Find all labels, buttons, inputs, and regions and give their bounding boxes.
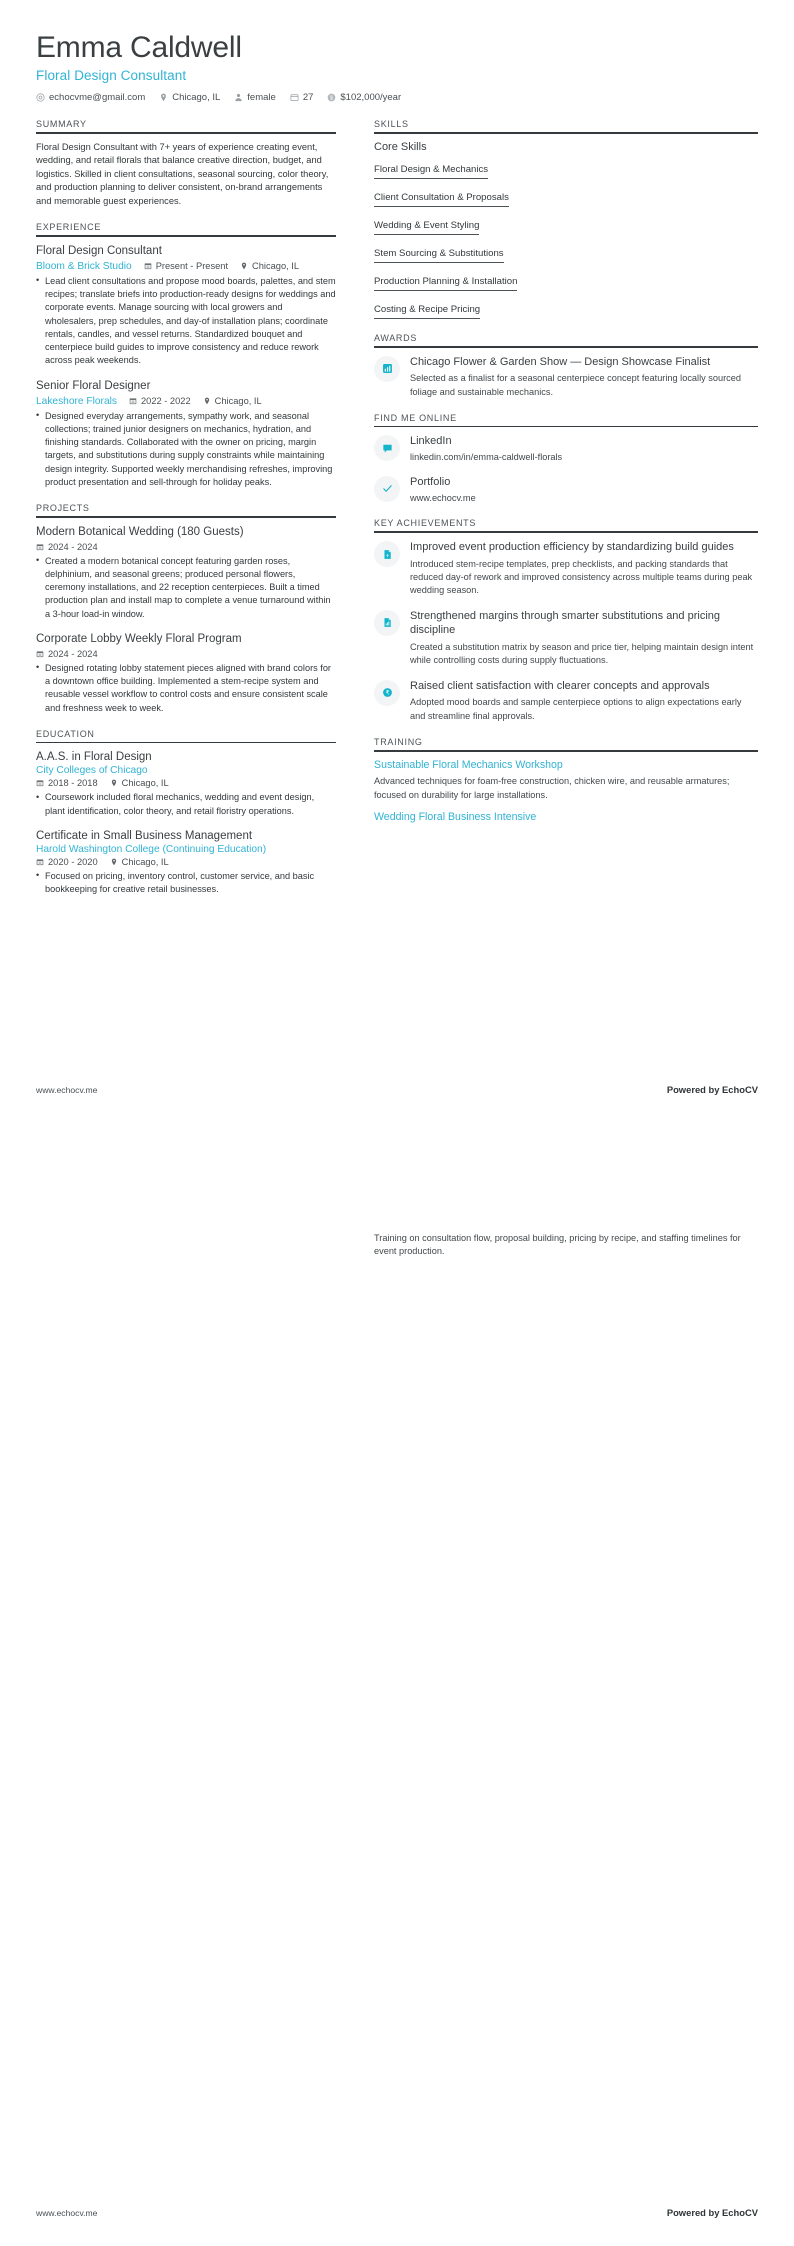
achievement-entry (374, 679, 758, 723)
rupee-circle-icon (374, 680, 400, 706)
calendar-icon (144, 262, 152, 270)
training-title: Wedding Floral Business Intensive (374, 811, 537, 824)
education-location (110, 778, 169, 788)
achievement-description: Introduced stem-recipe templates, prep checklists, and packing standards that reduced day-of rework and improved consistency across multiple teams during peak wedding season. (410, 558, 753, 596)
experience-bullets (36, 275, 336, 368)
project-dates (36, 542, 98, 552)
award-description: Selected as a finalist for a seasonal centerpiece concept featuring locally sourced foliage and sustainable mechanics. (410, 373, 741, 397)
bullet-item: • Designed rotating lobby statement pieces aligned with brand colors for a downtown office building. Implemented a stem-recipe system and reusable vessel workflow to control costs and ensure consistent scale and freshness week to week. (36, 662, 336, 715)
experience-company: Bloom & Brick Studio (36, 260, 132, 272)
experience-bullets (36, 410, 336, 490)
online-profile-body (410, 475, 758, 505)
section-divider (36, 235, 336, 237)
education-meta (36, 857, 336, 867)
summary-text: Floral Design Consultant with 7+ years of experience creating event, wedding, and retail florals that balance creative direction, budget, and logistics. Skilled in client consultations, seasonal sourcing, color theory, and production planning to deliver consistent, on-brand arrangements and memorable guest experiences. (36, 141, 329, 206)
contact-email (36, 92, 145, 103)
contact-location (159, 92, 220, 103)
location-pin-icon (110, 779, 118, 787)
footer-site[interactable]: www.echocv.me (36, 2208, 98, 2218)
section-divider (374, 346, 758, 348)
experience-dates-text: 2022 - 2022 (140, 396, 191, 407)
section-title-key-achievements: KEY ACHIEVEMENTS (374, 518, 477, 529)
bullet-item: • Lead client consultations and propose mood boards, palettes, and stem recipes; translate briefs into production-ready designs for weddings and corporate events. Manage sourcing with local growers and wholesalers, prep schedules, and day-of installation plans; coordinate rentals, candles, and vessel returns. Standardized bouquet and centerpiece build guides to improve consistency and reduce rework across peak weekends. (36, 275, 336, 368)
footer-brand: Powered by EchoCV (666, 2207, 758, 2218)
chat-bubble-icon (374, 435, 400, 461)
section-divider (374, 132, 758, 134)
calendar-icon (36, 650, 44, 658)
resume-page-2 (0, 1123, 794, 2246)
education-degree: A.A.S. in Floral Design (36, 751, 152, 764)
section-title-experience: EXPERIENCE (36, 222, 102, 233)
education-location (110, 857, 169, 867)
footer-site[interactable]: www.echocv.me (36, 1085, 98, 1095)
education-entry (36, 750, 336, 817)
experience-company: Lakeshore Florals (36, 395, 117, 407)
education-degree: Certificate in Small Business Management (36, 829, 253, 842)
experience-meta (36, 261, 336, 272)
section-title-awards: AWARDS (374, 332, 418, 343)
skill-name: Client Consultation & Proposals (374, 192, 509, 207)
project-dates-text: 2024 - 2024 (48, 541, 98, 552)
candidate-name: Emma Caldwell (36, 31, 242, 64)
project-entry (36, 632, 336, 715)
experience-location (240, 261, 299, 271)
page-footer (36, 1084, 758, 1095)
online-profile-url[interactable]: linkedin.com/in/emma-caldwell-florals (410, 452, 563, 463)
experience-location-text: Chicago, IL (252, 261, 300, 272)
contact-email-text: echocvme@gmail.com (49, 92, 146, 104)
resume-columns (36, 119, 758, 910)
contact-location-text: Chicago, IL (172, 92, 221, 104)
skill-item (374, 187, 758, 207)
education-school: City Colleges of Chicago (36, 765, 148, 777)
achievement-body (410, 540, 758, 598)
online-profile-title: Portfolio (410, 475, 451, 488)
project-name: Modern Botanical Wedding (180 Guests) (36, 525, 244, 538)
achievement-description: Created a substitution matrix by season and price tier, helping maintain design intent while controlling costs during supply fluctuations. (410, 641, 754, 666)
contact-list (36, 92, 758, 103)
education-dates-text: 2018 - 2018 (48, 778, 98, 789)
training-title: Sustainable Floral Mechanics Workshop (374, 758, 563, 771)
experience-dates (144, 261, 228, 271)
award-body (410, 355, 758, 399)
project-dates (36, 649, 98, 659)
training-overflow-description: Training on consultation flow, proposal building, pricing by recipe, and staffing timelines for event production. (374, 1233, 741, 1257)
location-pin-icon (203, 397, 211, 405)
section-divider (36, 132, 336, 134)
right-column (374, 119, 758, 838)
page-footer (36, 2207, 758, 2218)
education-meta (36, 778, 336, 788)
location-pin-icon (240, 262, 248, 270)
education-school: Harold Washington College (Continuing Education) (36, 843, 267, 855)
achievement-body (410, 679, 758, 723)
project-meta (36, 542, 336, 552)
check-icon (374, 476, 400, 502)
award-entry (374, 355, 758, 399)
education-dates (36, 857, 98, 867)
section-training (374, 737, 758, 825)
skill-item (374, 215, 758, 235)
achievement-title: Improved event production efficiency by standardizing build guides (410, 541, 734, 554)
section-title-summary: SUMMARY (36, 119, 87, 130)
skill-name: Floral Design & Mechanics (374, 164, 488, 179)
svg-text:$: $ (330, 95, 334, 102)
skill-item (374, 271, 758, 291)
document-bolt-icon (374, 541, 400, 567)
experience-entry (36, 244, 336, 368)
project-meta (36, 649, 336, 659)
project-name: Corporate Lobby Weekly Floral Program (36, 632, 242, 645)
education-dates (36, 778, 98, 788)
calendar-icon (36, 779, 44, 787)
resume-columns-page-2 (36, 1169, 758, 1259)
contact-gender (234, 92, 276, 103)
resume-header (36, 30, 758, 103)
person-icon (234, 93, 243, 102)
calendar-icon (36, 543, 44, 551)
skill-item (374, 299, 758, 319)
contact-salary (327, 92, 401, 103)
dollar-circle-icon (327, 93, 336, 102)
experience-meta (36, 396, 336, 407)
skill-name: Stem Sourcing & Substitutions (374, 248, 504, 263)
project-dates-text: 2024 - 2024 (48, 648, 98, 659)
email-icon (36, 93, 45, 102)
section-summary (36, 119, 336, 208)
location-pin-icon (110, 858, 118, 866)
online-profile-url[interactable]: www.echocv.me (410, 492, 476, 503)
footer-brand: Powered by EchoCV (666, 1084, 758, 1095)
education-dates-text: 2020 - 2020 (48, 856, 98, 867)
online-profile-portfolio[interactable] (374, 475, 758, 505)
training-entry (374, 759, 758, 802)
section-awards (374, 333, 758, 399)
experience-location (203, 396, 262, 406)
skill-group-title: Core Skills (374, 140, 427, 153)
bullet-item: • Coursework included floral mechanics, wedding and event design, plant identification, color theory, and retail floristry operations. (36, 791, 336, 818)
education-entry (36, 829, 336, 896)
experience-role: Senior Floral Designer (36, 379, 151, 392)
online-profile-title: LinkedIn (410, 435, 452, 448)
skill-item (374, 159, 758, 179)
education-location-text: Chicago, IL (121, 856, 169, 867)
education-bullets (36, 870, 336, 897)
training-entry (374, 811, 758, 825)
section-divider (374, 426, 758, 428)
skill-name: Wedding & Event Styling (374, 220, 479, 235)
section-title-projects: PROJECTS (36, 503, 90, 514)
online-profile-body (410, 434, 758, 464)
experience-role: Floral Design Consultant (36, 244, 162, 257)
section-title-find-me-online: FIND ME ONLINE (374, 412, 457, 423)
section-skills (374, 119, 758, 319)
section-experience (36, 222, 336, 489)
document-chart-icon (374, 610, 400, 636)
achievement-body (410, 609, 758, 668)
location-pin-icon (159, 93, 168, 102)
contact-gender-text: female (247, 92, 276, 104)
achievement-title: Strengthened margins through smarter substitutions and pricing discipline (410, 609, 721, 637)
section-title-training: TRAINING (374, 736, 423, 747)
experience-dates (129, 396, 191, 406)
section-divider (374, 531, 758, 533)
left-column (36, 119, 336, 910)
contact-age-text: 27 (302, 92, 314, 104)
project-entry (36, 525, 336, 621)
contact-age (290, 92, 314, 103)
section-title-skills: SKILLS (374, 119, 409, 130)
section-divider (374, 750, 758, 752)
education-bullets (36, 791, 336, 818)
section-projects (36, 503, 336, 715)
bullet-item: • Created a modern botanical concept featuring garden roses, delphinium, and seasonal greens; produced personal flowers, ceremony installations, and 22 reception centerpieces. Built a timed production plan and install map to complete a venue turnaround within a 3-hour load-in window. (36, 555, 336, 621)
skill-name: Production Planning & Installation (374, 276, 517, 291)
experience-location-text: Chicago, IL (214, 396, 262, 407)
svg-text:₹: ₹ (385, 690, 389, 697)
section-key-achievements (374, 518, 758, 723)
experience-entry (36, 379, 336, 489)
training-description: Advanced techniques for foam-free construction, chicken wire, and reusable armatures; focused on durability for large installations. (374, 776, 730, 800)
bar-chart-icon (374, 356, 400, 382)
skill-item (374, 243, 758, 263)
section-divider (36, 516, 336, 518)
contact-salary-text: $102,000/year (340, 92, 402, 104)
section-divider (36, 742, 336, 744)
calendar-icon (290, 93, 299, 102)
calendar-icon (129, 397, 137, 405)
skill-name: Costing & Recipe Pricing (374, 304, 480, 319)
online-profile-linkedin[interactable] (374, 434, 758, 464)
achievement-entry (374, 540, 758, 598)
achievement-title: Raised client satisfaction with clearer concepts and approvals (410, 679, 710, 692)
achievement-entry (374, 609, 758, 668)
achievement-description: Adopted mood boards and sample centerpiece options to align expectations early and streamline final approvals. (410, 697, 742, 721)
section-find-me-online (374, 413, 758, 505)
award-title: Chicago Flower & Garden Show — Design Showcase Finalist (410, 355, 711, 368)
project-bullets (36, 662, 336, 715)
section-education (36, 729, 336, 896)
section-title-education: EDUCATION (36, 728, 95, 739)
right-column-page-2 (374, 1229, 758, 1259)
experience-dates-text: Present - Present (155, 261, 229, 272)
project-bullets (36, 555, 336, 621)
education-location-text: Chicago, IL (121, 778, 169, 789)
candidate-role: Floral Design Consultant (36, 68, 187, 84)
bullet-item: • Focused on pricing, inventory control, customer service, and basic bookkeeping for creative retail businesses. (36, 870, 336, 897)
calendar-icon (36, 858, 44, 866)
bullet-item: • Designed everyday arrangements, sympathy work, and seasonal collections; trained junior designers on mechanics, hydration, and finishing standards. Collaborated with the owner on pricing, margin targets, and substitutions during supply constraints while maintaining design integrity. Supported weekly merchandising refreshes, improving product presentation and sell-through for holiday peaks. (36, 410, 336, 490)
